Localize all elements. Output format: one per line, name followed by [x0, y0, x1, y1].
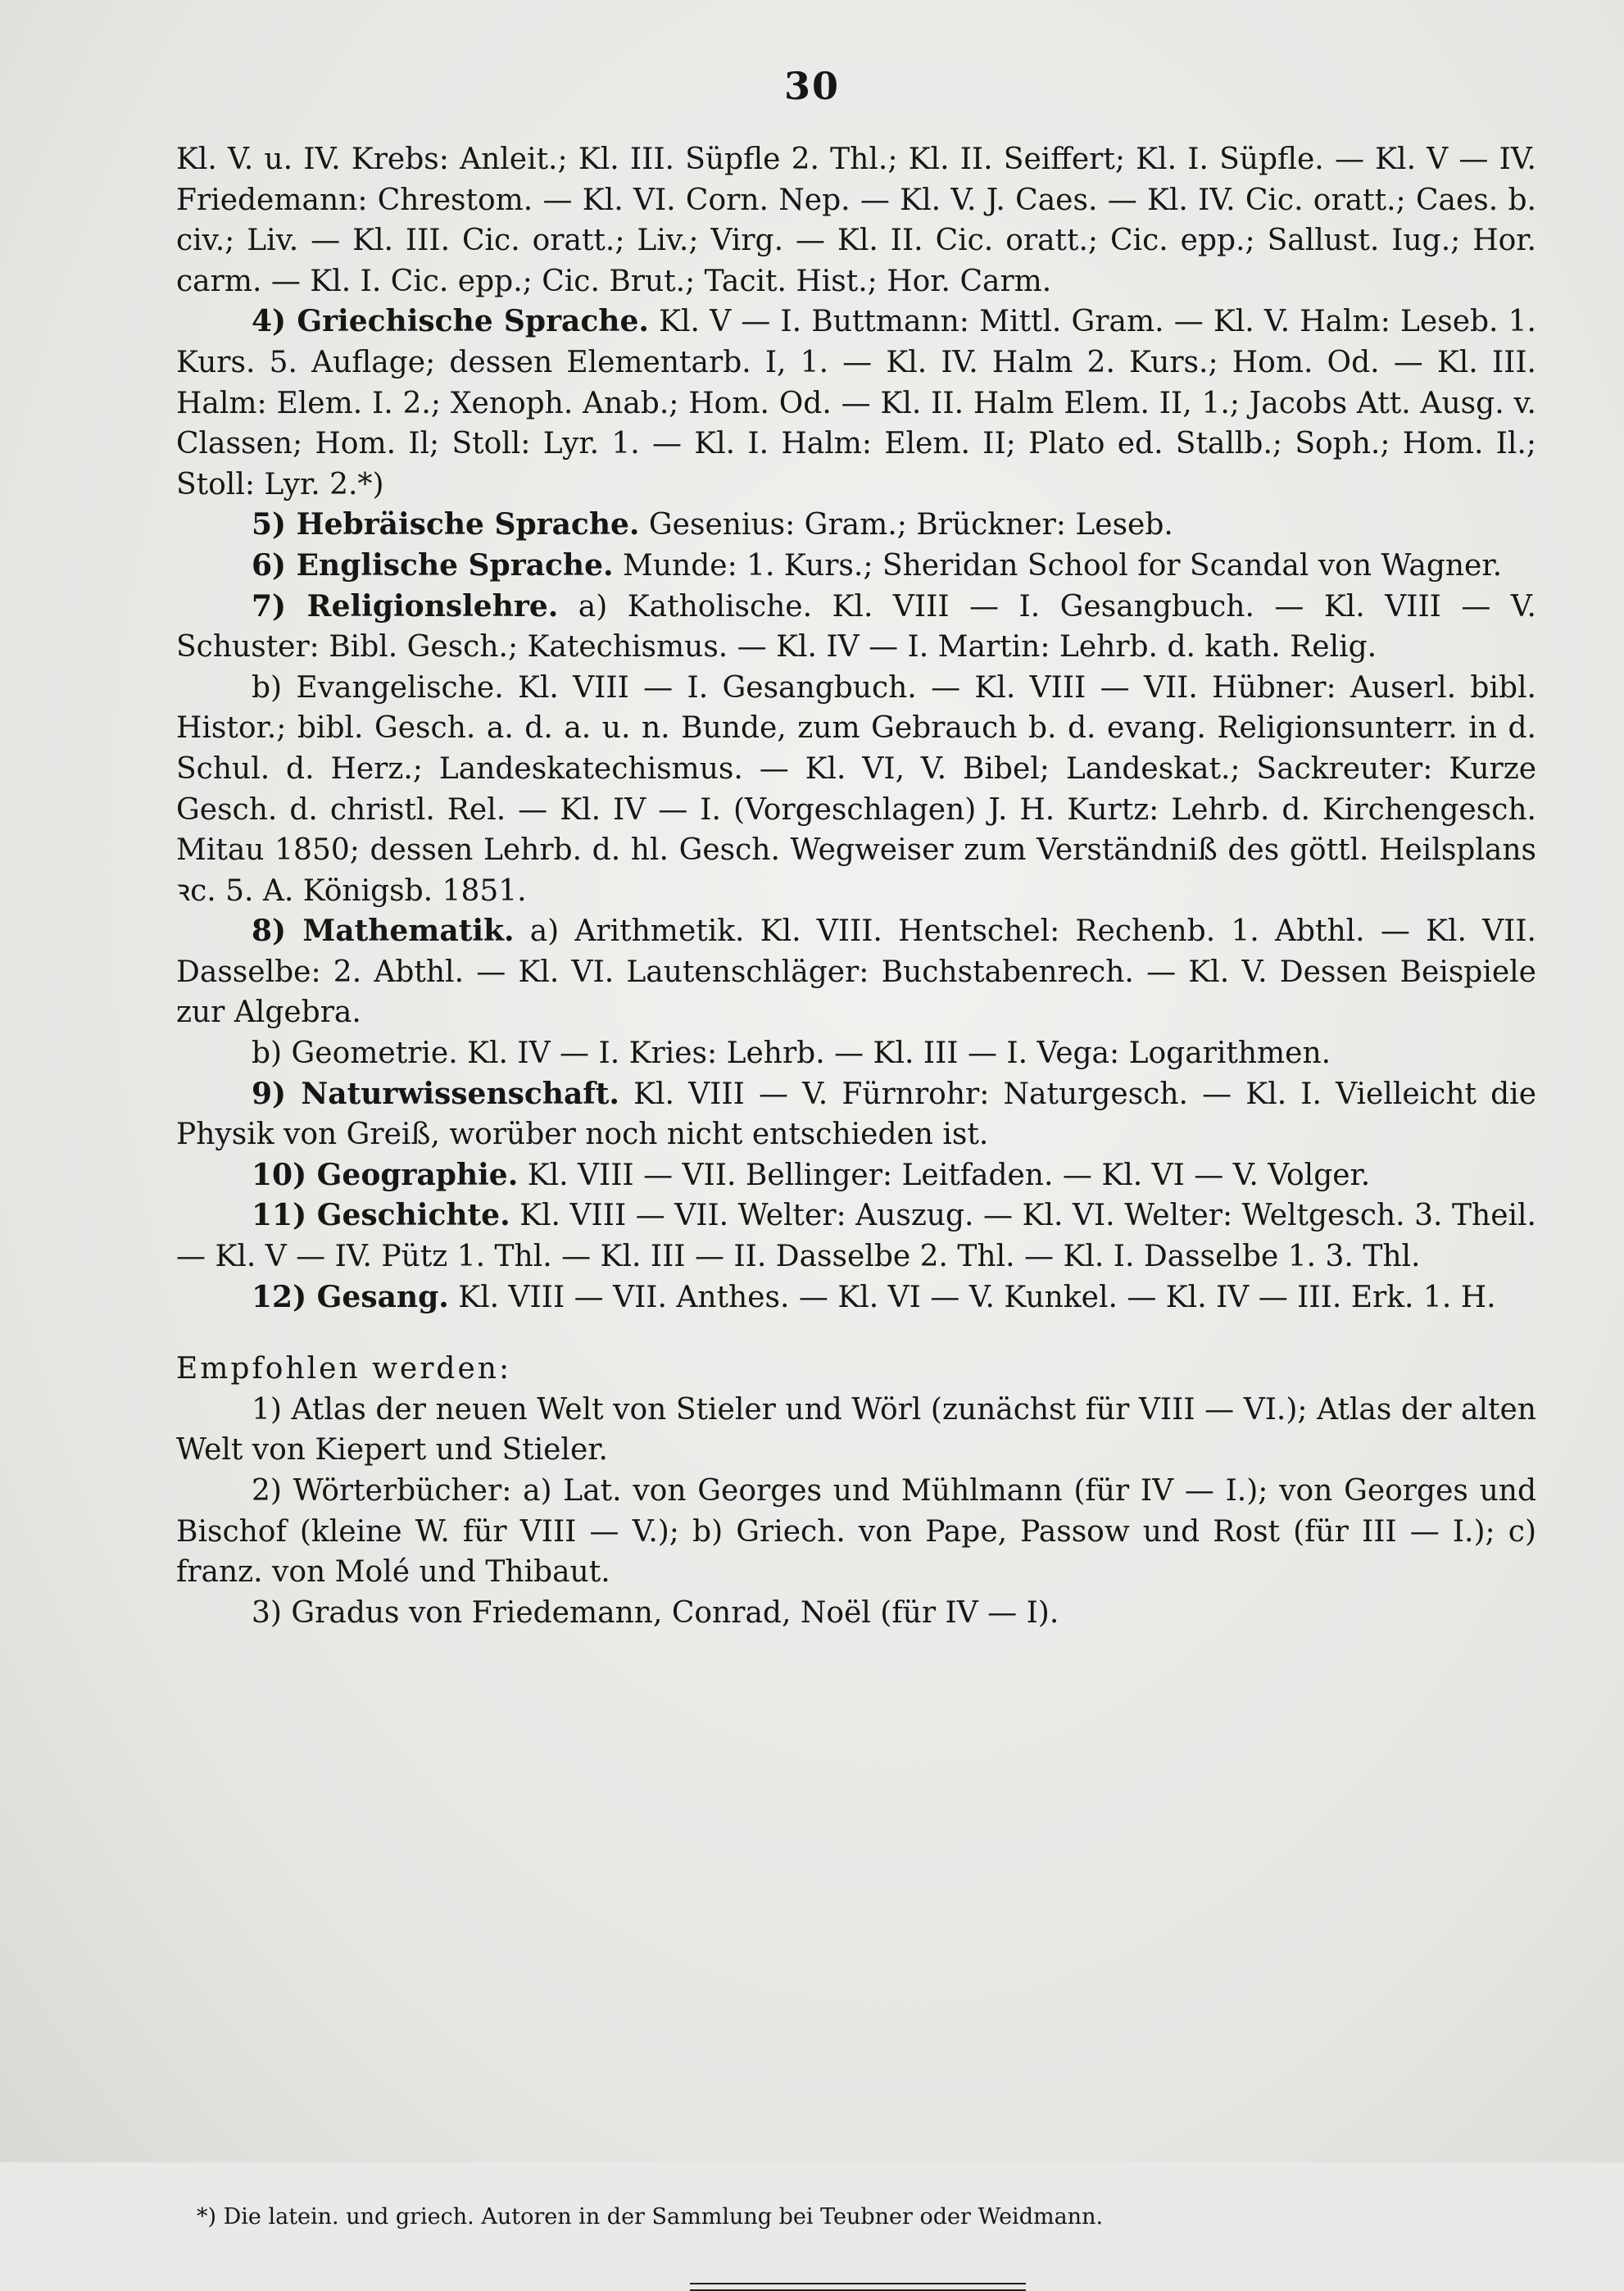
- section-heading: 10) Geographie.: [252, 1157, 519, 1192]
- section-religion-b: b) Evangelische. Kl. VIII — I. Gesangbuch. — Kl. VIII — VII. Hübner: Auserl. bibl. Histor.; bibl. Gesch. a. d. a. u. n. Bunde, zum Gebrauch b. d. evang. Religionsunterr. in d. Schul. d. Herz.; Landeskatechismus. — Kl. VI, V. Bibel; Landeskat.; Sackreuter: Kurze Gesch. d. christl. Rel. — Kl. IV — I. (Vorgeschlagen) J. H. Kurtz: Lehrb. d. Kirchengesch. Mitau 1850; dessen Lehrb. d. hl. Gesch. Wegweiser zum Verständniß des göttl. Heilsplans ꝛc. 5. A. Königsb. 1851.: [176, 670, 1536, 908]
- section-greek: [176, 302, 1536, 505]
- section-hebrew: [176, 505, 1536, 546]
- section-heading: 8) Mathematik.: [252, 914, 515, 949]
- section-heading: 4) Griechische Sprache.: [252, 304, 649, 339]
- section-heading: 7) Religionslehre.: [252, 588, 559, 624]
- section-heading: 11) Geschichte.: [252, 1198, 510, 1233]
- latin-continuation: Kl. V. u. IV. Krebs: Anleit.; Kl. III. Süpfle 2. Thl.; Kl. II. Seiffert; Kl. I. Süpfle. — Kl. V — IV. Friedemann: Chrestom. — Kl. VI. Corn. Nep. — Kl. V. J. Caes. — Kl. IV. Cic. oratt.; Caes. b. civ.; Liv. — Kl. III. Cic. oratt.; Liv.; Virg. — Kl. II. Cic. oratt.; Cic. epp.; Sallust. Iug.; Hor. carm. — Kl. I. Cic. epp.; Cic. Brut.; Tacit. Hist.; Hor. Carm.: [176, 143, 1536, 298]
- section-text: a) Arithmetik. Kl. VIII. Hentschel: Rechenb. 1. Abthl. — Kl. VII. Dasselbe: 2. Abthl. — Kl. VI. Lautenschläger: Buchstabenrech. — Kl. V. Dessen Beispiele zur Algebra.: [176, 914, 1537, 1030]
- section-heading: 9) Naturwissenschaft.: [252, 1076, 619, 1111]
- footnote: *) Die latein. und griech. Autoren in der Sammlung bei Teubner oder Weidmann.: [197, 2204, 1104, 2230]
- section-text: Kl. VIII — VII. Bellinger: Leitfaden. — Kl. VI — V. Volger.: [518, 1158, 1371, 1192]
- section-text: Kl. VIII — VII. Welter: Auszug. — Kl. VI. Welter: Weltgesch. 3. Theil. — Kl. V — IV. Pütz 1. Thl. — Kl. III — II. Dasselbe 2. Thl. — Kl. I. Dasselbe 1. 3. Thl.: [176, 1199, 1537, 1274]
- section-text: Kl. V — I. Buttmann: Mittl. Gram. — Kl. V. Halm: Leseb. 1. Kurs. 5. Auflage; dessen Elementarb. I, 1. — Kl. IV. Halm 2. Kurs.; Hom. Od. — Kl. III. Halm: Elem. I. 2.; Xenoph. Anab.; Hom. Od. — Kl. II. Halm Elem. II, 1.; Jacobs Att. Ausg. v. Classen; Hom. Il; Stoll: Lyr. 1. — Kl. I. Halm: Elem. II; Plato ed. Stallb.; Soph.; Hom. Il.; Stoll: Lyr. 2.*): [176, 305, 1536, 501]
- recommended-item: 3) Gradus von Friedemann, Conrad, Noël (für IV — I).: [252, 1595, 1059, 1630]
- section-text: a) Katholische. Kl. VIII — I. Gesangbuch. — Kl. VIII — V. Schuster: Bibl. Gesch.; Katechismus. — Kl. IV — I. Martin: Lehrb. d. kath. Relig.: [176, 589, 1536, 665]
- section-text: Munde: 1. Kurs.; Sheridan School for Scandal von Wagner.: [613, 548, 1503, 583]
- section-history: [176, 1195, 1536, 1277]
- section-text: Kl. VIII — VII. Anthes. — Kl. VI — V. Kunkel. — Kl. IV — III. Erk. 1. H.: [448, 1280, 1496, 1314]
- section-religion: [176, 587, 1536, 668]
- end-rule: [690, 2283, 1026, 2284]
- section-geography: [176, 1155, 1536, 1196]
- section-text: Kl. VIII — V. Fürnrohr: Naturgesch. — Kl. I. Vielleicht die Physik von Greiß, worüber noch nicht entschieden ist.: [176, 1077, 1536, 1152]
- section-text: Gesenius: Gram.; Brückner: Leseb.: [639, 508, 1173, 542]
- recommended-item: 2) Wörterbücher: a) Lat. von Georges und Mühlmann (für IV — I.); von Georges und Bischof (kleine W. für VIII — V.); b) Griech. von Pape, Passow und Rost (für III — I.); c) franz. von Molé und Thibaut.: [176, 1474, 1536, 1590]
- section-math: [176, 911, 1536, 1033]
- section-singing: [176, 1277, 1536, 1318]
- section-heading: 6) Englische Sprache.: [252, 547, 614, 583]
- section-heading: 12) Gesang.: [252, 1279, 449, 1314]
- recommended-heading: Empfohlen werden:: [176, 1352, 512, 1386]
- section-heading: 5) Hebräische Sprache.: [252, 507, 640, 542]
- body-text: [176, 139, 1536, 1633]
- page-number: 30: [783, 64, 840, 108]
- section-english: [176, 546, 1536, 587]
- recommended-item: 1) Atlas der neuen Welt von Stieler und Wörl (zunächst für VIII — VI.); Atlas der alten Welt von Kiepert und Stieler.: [176, 1392, 1536, 1468]
- section-science: [176, 1074, 1536, 1155]
- section-math-b: b) Geometrie. Kl. IV — I. Kries: Lehrb. — Kl. III — I. Vega: Logarithmen.: [252, 1037, 1331, 1071]
